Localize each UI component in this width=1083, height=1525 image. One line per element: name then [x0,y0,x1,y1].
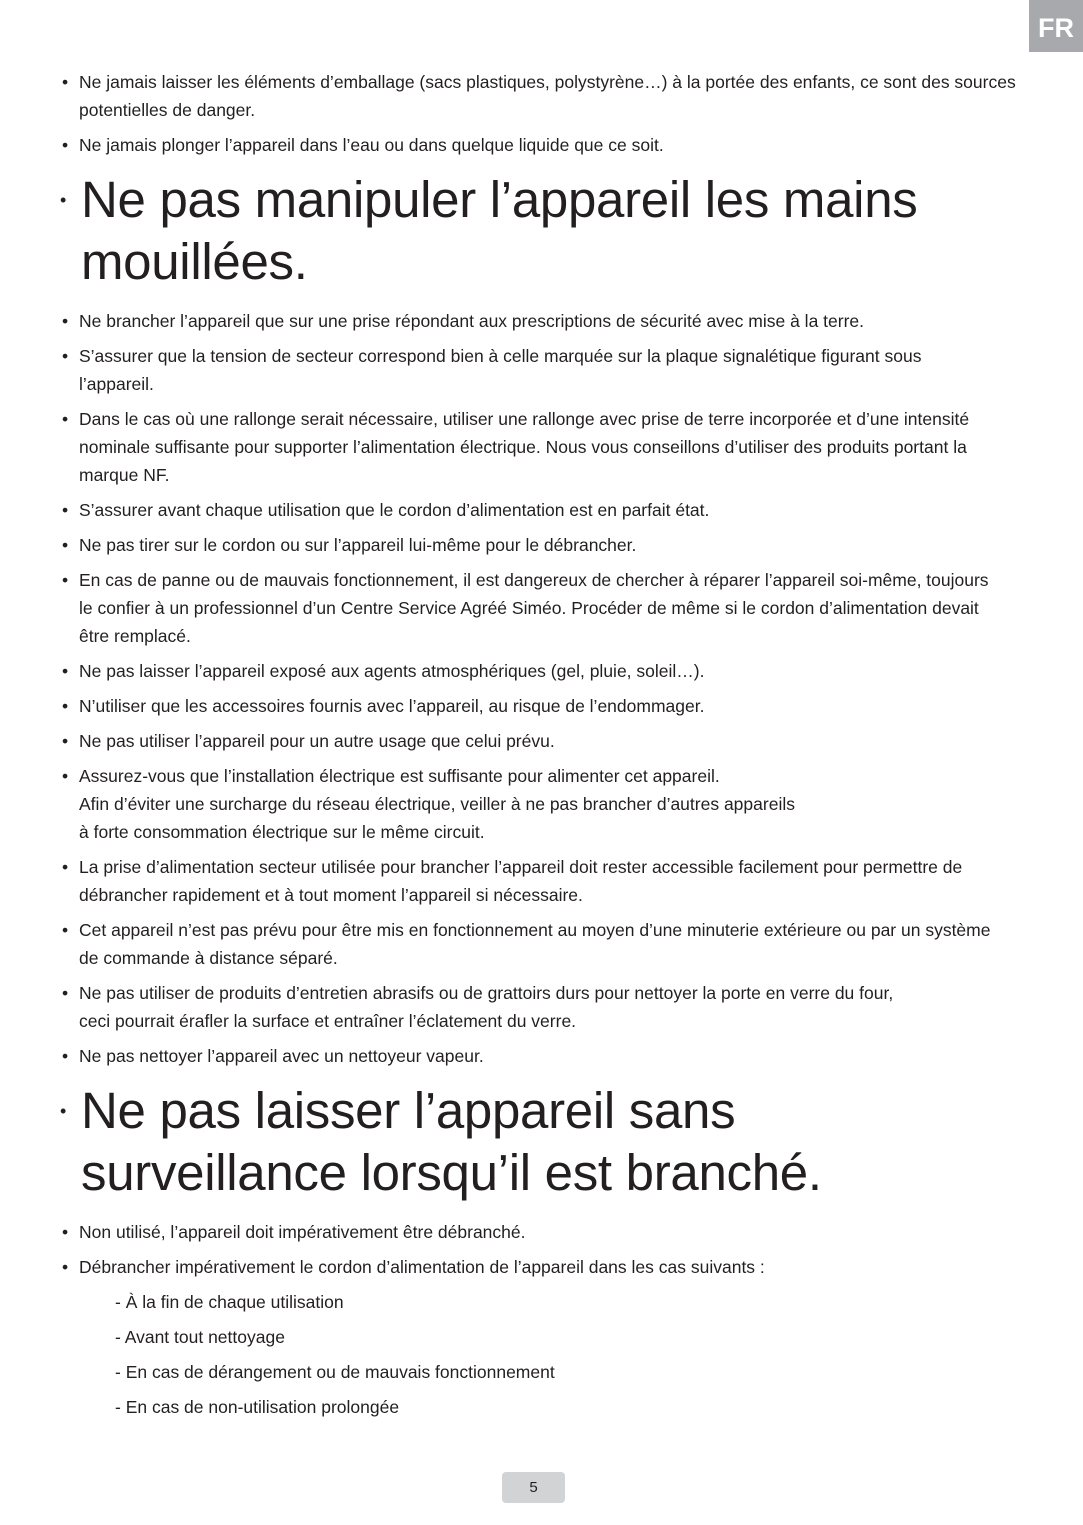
warning-heading-text: Ne pas laisser l’appareil sans surveillance lorsqu’il est branché. [81,1082,822,1201]
bullet: • [62,535,69,555]
bullet: • [62,766,69,786]
list-item-text: Ne brancher l’appareil que sur une prise répondant aux prescriptions de sécurité avec mise à la terre. [79,311,865,331]
list-item [62,727,1022,755]
bullet: • [62,857,69,877]
list-item-text: Ne pas utiliser l’appareil pour un autre usage que celui prévu. [79,731,555,751]
sub-list-item: - Avant tout nettoyage [115,1327,285,1347]
bullet: • [62,135,69,155]
bullet: • [62,500,69,520]
bullet: • [62,72,69,92]
list-item-text: S’assurer avant chaque utilisation que le cordon d’alimentation est en parfait état. [79,500,710,520]
list-item [62,692,1022,720]
list-item [62,762,1022,846]
bullet: • [62,1046,69,1066]
bullet: • [60,1101,67,1121]
list-item-text: Cet appareil n’est pas prévu pour être mis en fonctionnement au moyen d’une minuterie extérieure ou par un système de commande à distance séparé. [79,920,991,968]
list-item [62,657,1022,685]
list-item-text: N’utiliser que les accessoires fournis avec l’appareil, au risque de l’endommager. [79,696,705,716]
list-item-text: Ne pas tirer sur le cordon ou sur l’appareil lui-même pour le débrancher. [79,535,637,555]
list-item [62,566,989,650]
bullet: • [62,409,69,429]
bullet: • [62,346,69,366]
list-item-text-line: Afin d’éviter une surcharge du réseau électrique, veiller à ne pas brancher d’autres appareils [79,794,795,814]
warning-heading [62,169,1001,293]
language-tab: FR [1029,0,1083,52]
safety-instructions [62,68,1022,1428]
list-item-text: Ne pas utiliser de produits d’entretien abrasifs ou de grattoirs durs pour nettoyer la porte en verre du four, ceci pourrait érafler la surface et entraîner l’éclatement du verre. [79,983,894,1031]
bullet: • [62,731,69,751]
warning-heading-text: Ne pas manipuler l’appareil les mains mouillées. [81,171,918,290]
warning-heading [62,1080,961,1204]
list-item-text: Ne jamais plonger l’appareil dans l’eau ou dans quelque liquide que ce soit. [79,135,664,155]
list-item-text-line: Assurez-vous que l’installation électrique est suffisante pour alimenter cet appareil. [79,766,720,786]
bullet: • [62,696,69,716]
list-item [62,1218,1022,1246]
list-item-text: Non utilisé, l’appareil doit impérativement être débranché. [79,1222,526,1242]
bullet: • [62,1222,69,1242]
list-item [62,405,1014,489]
list-item-text: La prise d’alimentation secteur utilisée pour brancher l’appareil doit rester accessible facilement pour permettre de débrancher rapidement et à tout moment l’appareil si nécessaire. [79,857,963,905]
list-item-text: Ne jamais laisser les éléments d’emballage (sacs plastiques, polystyrène…) à la portée des enfants, ce sont des sources potentielles de danger. [79,72,1016,120]
page-number: 5 [502,1472,565,1503]
list-item-text: Ne pas laisser l’appareil exposé aux agents atmosphériques (gel, pluie, soleil…). [79,661,705,681]
list-item [62,496,1022,524]
list-item [62,131,1022,159]
sub-list-item: - En cas de dérangement ou de mauvais fonctionnement [115,1362,555,1382]
list-item-text: Dans le cas où une rallonge serait nécessaire, utiliser une rallonge avec prise de terre incorporée et d’une intensité nominale suffisante pour supporter l’alimentation électrique. Nous vous conseillons d’utiliser des produits portant la marque NF. [79,409,970,485]
list-item [62,307,927,335]
list-item-text-line: à forte consommation électrique sur le même circuit. [79,822,485,842]
list-item [62,1042,1022,1070]
list-item [62,342,969,398]
list-item-text: S’assurer que la tension de secteur correspond bien à celle marquée sur la plaque signalétique figurant sous l’appareil. [79,346,922,394]
bullet: • [62,983,69,1003]
list-item [62,68,1024,124]
list-item [62,979,909,1035]
list-item [62,853,1034,909]
list-item [62,531,1022,559]
bullet: • [62,1257,69,1277]
sub-list-item: - À la fin de chaque utilisation [115,1292,344,1312]
list-item-text: Débrancher impérativement le cordon d’alimentation de l’appareil dans les cas suivants : [79,1257,765,1277]
bullet: • [62,920,69,940]
bullet: • [62,311,69,331]
bullet: • [62,570,69,590]
list-item [62,1253,1022,1281]
sub-list-item: - En cas de non-utilisation prolongée [115,1397,400,1417]
bullet: • [62,661,69,681]
list-item [62,916,1014,972]
bullet: • [60,190,67,210]
list-item-text: En cas de panne ou de mauvais fonctionnement, il est dangereux de chercher à réparer l’appareil soi-même, toujours le confier à un professionnel d’un Centre Service Agréé Siméo. Procéder de même si le cordon d’alimentation devait être remplacé. [79,570,989,646]
list-item-text: Ne pas nettoyer l’appareil avec un nettoyeur vapeur. [79,1046,484,1066]
